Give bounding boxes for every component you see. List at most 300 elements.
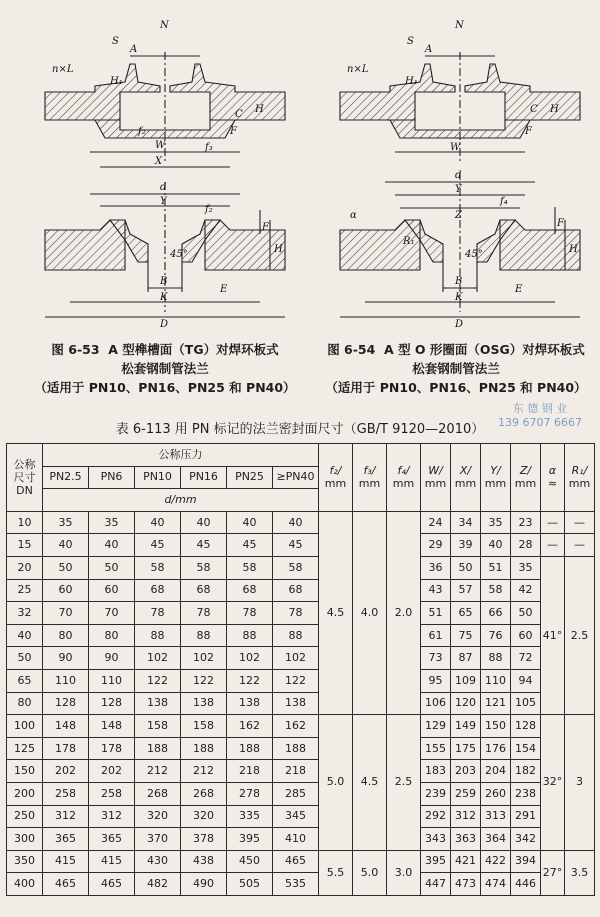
fig1-label-C: C [235, 109, 243, 120]
cell-Z: 105 [511, 692, 541, 715]
cell-d: 202 [89, 760, 135, 783]
cell-d: 312 [43, 805, 89, 828]
fig2-label-Fb: F [557, 218, 564, 229]
cell-X: 175 [451, 737, 481, 760]
cell-d: 70 [43, 602, 89, 625]
cell-d: 40 [181, 511, 227, 534]
table-row [7, 873, 595, 896]
cell-d: 40 [227, 511, 273, 534]
cell-dn: 150 [7, 760, 43, 783]
cell-d: 218 [273, 760, 319, 783]
cell-d: 58 [181, 556, 227, 579]
fig1-label-S: S [112, 36, 119, 47]
fig1-caption-line3: （适用于 PN10、PN16、PN25 和 PN40） [34, 380, 296, 395]
fig2-label-Hb: H [569, 244, 578, 255]
cell-d: 88 [135, 624, 181, 647]
cell-d: 490 [181, 873, 227, 896]
cell-R1: — [565, 534, 595, 557]
cell-d: 40 [273, 511, 319, 534]
cell-W: 129 [421, 715, 451, 738]
cell-W: 106 [421, 692, 451, 715]
cell-d: 35 [89, 511, 135, 534]
fig2-label-d: d [455, 170, 462, 181]
cell-d: 102 [135, 647, 181, 670]
cell-d: 68 [227, 579, 273, 602]
cell-d: 80 [89, 624, 135, 647]
table-row [7, 511, 595, 534]
cell-W: 343 [421, 828, 451, 851]
cell-alpha: 27° [541, 850, 565, 895]
cell-d: 110 [43, 669, 89, 692]
cell-X: 65 [451, 602, 481, 625]
cell-W: 395 [421, 850, 451, 873]
cell-Y: 260 [481, 782, 511, 805]
cell-W: 73 [421, 647, 451, 670]
cell-d: 148 [89, 715, 135, 738]
cell-d: 60 [89, 579, 135, 602]
cell-Y: 66 [481, 602, 511, 625]
cell-W: 239 [421, 782, 451, 805]
figure-6-53-caption [20, 340, 310, 397]
fig2-label-E: E [515, 284, 523, 295]
cell-Y: 76 [481, 624, 511, 647]
cell-W: 24 [421, 511, 451, 534]
fig1-label-E: E [220, 284, 228, 295]
fig1-label-N: N [160, 20, 169, 31]
cell-Y: 176 [481, 737, 511, 760]
header-f2: f₂/ mm [319, 444, 353, 512]
cell-d: 58 [135, 556, 181, 579]
header-alpha: α ≈ [541, 444, 565, 512]
cell-d: 90 [43, 647, 89, 670]
cell-d: 40 [89, 534, 135, 557]
cell-d: 505 [227, 873, 273, 896]
table-row [7, 579, 595, 602]
header-Z: Z/ mm [511, 444, 541, 512]
cell-W: 183 [421, 760, 451, 783]
cell-W: 43 [421, 579, 451, 602]
cell-dn: 65 [7, 669, 43, 692]
cell-d: 88 [181, 624, 227, 647]
figure-6-54-caption [312, 340, 600, 397]
cell-d: 320 [181, 805, 227, 828]
cell-dn: 50 [7, 647, 43, 670]
fig2-label-K: K [455, 292, 463, 303]
fig1-label-H: H [255, 104, 264, 115]
cell-W: 29 [421, 534, 451, 557]
cell-X: 75 [451, 624, 481, 647]
header-Y: Y/ mm [481, 444, 511, 512]
cell-d: 450 [227, 850, 273, 873]
cell-Y: 51 [481, 556, 511, 579]
fig1-label-f3: f₃ [205, 142, 213, 153]
cell-d: 128 [89, 692, 135, 715]
cell-d: 70 [89, 602, 135, 625]
header-pn-40: ≥PN40 [273, 466, 319, 489]
cell-d: 60 [43, 579, 89, 602]
watermark-line2: 139 6707 6667 [498, 416, 582, 429]
fig2-label-alpha: α [350, 210, 357, 221]
fig1-label-D: D [160, 319, 169, 330]
cell-d: 188 [181, 737, 227, 760]
table-row [7, 828, 595, 851]
cell-d: 268 [181, 782, 227, 805]
cell-d: 138 [181, 692, 227, 715]
cell-d: 78 [273, 602, 319, 625]
header-dn: 公称 尺寸 DN [7, 444, 43, 512]
fig1-label-X: X [155, 156, 163, 167]
cell-alpha: — [541, 511, 565, 534]
cell-d: 88 [227, 624, 273, 647]
fig2-number: 图 6-54 [327, 342, 376, 357]
fig2-label-nL: n×L [347, 64, 369, 75]
cell-W: 447 [421, 873, 451, 896]
cell-d: 58 [227, 556, 273, 579]
cell-alpha: 32° [541, 715, 565, 851]
cell-Z: 60 [511, 624, 541, 647]
cell-d: 40 [43, 534, 89, 557]
cell-Z: 72 [511, 647, 541, 670]
table-row [7, 669, 595, 692]
cell-f2: 5.0 [319, 715, 353, 851]
cell-Z: 35 [511, 556, 541, 579]
fig1-caption-line1: A 型榫槽面（TG）对焊环板式 [108, 342, 279, 357]
cell-d: 88 [273, 624, 319, 647]
fig2-label-B: B [455, 276, 463, 287]
figure-6-53-drawing [30, 12, 300, 330]
cell-d: 68 [273, 579, 319, 602]
fig2-label-H1: H₁ [405, 76, 418, 87]
cell-Z: 23 [511, 511, 541, 534]
cell-f3: 5.0 [353, 850, 387, 895]
cell-d: 80 [43, 624, 89, 647]
cell-d: 162 [273, 715, 319, 738]
fig2-label-N: N [455, 20, 464, 31]
fig1-label-Fb: F [262, 222, 269, 233]
fig2-caption-line1: A 型 O 形圈面（OSG）对焊环板式 [384, 342, 585, 357]
cell-alpha: — [541, 534, 565, 557]
cell-d: 138 [135, 692, 181, 715]
table-row [7, 556, 595, 579]
cell-Y: 313 [481, 805, 511, 828]
cell-f4: 2.0 [387, 511, 421, 714]
cell-d: 188 [273, 737, 319, 760]
cell-d: 68 [135, 579, 181, 602]
cell-Z: 238 [511, 782, 541, 805]
header-pressure-group: 公称压力 [43, 444, 319, 467]
fig2-label-C: C [530, 104, 538, 115]
cell-dn: 400 [7, 873, 43, 896]
fig2-caption-line2: 松套钢制管法兰 [412, 361, 500, 376]
cell-W: 292 [421, 805, 451, 828]
cell-d: 258 [89, 782, 135, 805]
cell-R1: 3.5 [565, 850, 595, 895]
cell-X: 473 [451, 873, 481, 896]
cell-d: 178 [89, 737, 135, 760]
header-R1: R₁/ mm [565, 444, 595, 512]
cell-d: 378 [181, 828, 227, 851]
cell-d: 365 [89, 828, 135, 851]
cell-R1: — [565, 511, 595, 534]
table-row [7, 782, 595, 805]
fig2-label-D: D [455, 319, 464, 330]
cell-d: 58 [273, 556, 319, 579]
cell-W: 61 [421, 624, 451, 647]
cell-f3: 4.5 [353, 715, 387, 851]
cell-Z: 128 [511, 715, 541, 738]
cell-d: 122 [227, 669, 273, 692]
cell-Z: 94 [511, 669, 541, 692]
cell-Y: 364 [481, 828, 511, 851]
cell-X: 421 [451, 850, 481, 873]
cell-Z: 446 [511, 873, 541, 896]
cell-X: 50 [451, 556, 481, 579]
cell-d: 482 [135, 873, 181, 896]
fig2-label-R1: R₁ [403, 236, 415, 247]
cell-Z: 28 [511, 534, 541, 557]
cell-dn: 20 [7, 556, 43, 579]
cell-f4: 2.5 [387, 715, 421, 851]
cell-d: 138 [227, 692, 273, 715]
cell-d: 268 [135, 782, 181, 805]
table-row [7, 737, 595, 760]
cell-Z: 394 [511, 850, 541, 873]
header-X: X/ mm [451, 444, 481, 512]
fig1-label-H1: H₁ [110, 76, 123, 87]
cell-Y: 150 [481, 715, 511, 738]
cell-X: 312 [451, 805, 481, 828]
cell-dn: 25 [7, 579, 43, 602]
fig2-label-45: 45° [465, 249, 483, 260]
cell-dn: 40 [7, 624, 43, 647]
cell-Y: 121 [481, 692, 511, 715]
header-pn-6: PN6 [89, 466, 135, 489]
cell-d: 45 [135, 534, 181, 557]
fig1-label-A: A [130, 44, 138, 55]
cell-d: 188 [227, 737, 273, 760]
cell-X: 87 [451, 647, 481, 670]
fig1-label-f2b: f₂ [205, 204, 213, 215]
header-pn-25: PN25 [227, 466, 273, 489]
cell-Z: 154 [511, 737, 541, 760]
fig1-label-K: K [160, 292, 168, 303]
cell-d: 158 [181, 715, 227, 738]
cell-d: 415 [89, 850, 135, 873]
cell-d: 465 [273, 850, 319, 873]
cell-d: 40 [135, 511, 181, 534]
fig1-label-W: W [155, 140, 166, 151]
fig2-label-Y: Y [455, 184, 462, 195]
cell-Z: 291 [511, 805, 541, 828]
cell-d: 45 [227, 534, 273, 557]
cell-f2: 4.5 [319, 511, 353, 714]
cell-d: 395 [227, 828, 273, 851]
fig2-caption-line3: （适用于 PN10、PN16、PN25 和 PN40） [325, 380, 587, 395]
cell-d: 212 [181, 760, 227, 783]
cell-d: 50 [43, 556, 89, 579]
cell-d: 128 [43, 692, 89, 715]
cell-d: 122 [273, 669, 319, 692]
cell-d: 312 [89, 805, 135, 828]
table-row [7, 602, 595, 625]
cell-d: 320 [135, 805, 181, 828]
cell-f4: 3.0 [387, 850, 421, 895]
cell-Y: 110 [481, 669, 511, 692]
header-f3: f₃/ mm [353, 444, 387, 512]
cell-dn: 200 [7, 782, 43, 805]
fig2-label-F: F [525, 126, 532, 137]
cell-d: 102 [181, 647, 227, 670]
cell-Y: 35 [481, 511, 511, 534]
cell-Z: 182 [511, 760, 541, 783]
cell-d: 370 [135, 828, 181, 851]
cell-Y: 88 [481, 647, 511, 670]
fig1-label-d: d [160, 182, 167, 193]
header-pn-2-5: PN2.5 [43, 466, 89, 489]
fig1-caption-line2: 松套钢制管法兰 [121, 361, 209, 376]
cell-d: 68 [181, 579, 227, 602]
cell-alpha: 41° [541, 556, 565, 714]
cell-Y: 422 [481, 850, 511, 873]
cell-X: 203 [451, 760, 481, 783]
cell-d: 90 [89, 647, 135, 670]
cell-dn: 10 [7, 511, 43, 534]
fig2-label-A: A [425, 44, 433, 55]
cell-d: 35 [43, 511, 89, 534]
cell-dn: 80 [7, 692, 43, 715]
cell-X: 363 [451, 828, 481, 851]
figure-6-54-drawing [325, 12, 595, 330]
cell-d: 465 [89, 873, 135, 896]
table-title: 表 6-113 用 PN 标记的法兰密封面尺寸（GB/T 9120—2010） [115, 422, 485, 437]
cell-d: 212 [135, 760, 181, 783]
table-row [7, 805, 595, 828]
cell-dn: 100 [7, 715, 43, 738]
cell-X: 259 [451, 782, 481, 805]
cell-f3: 4.0 [353, 511, 387, 714]
fig2-label-H: H [550, 104, 559, 115]
cell-R1: 2.5 [565, 556, 595, 714]
cell-Z: 42 [511, 579, 541, 602]
cell-d: 45 [273, 534, 319, 557]
cell-dn: 300 [7, 828, 43, 851]
cell-W: 51 [421, 602, 451, 625]
cell-X: 120 [451, 692, 481, 715]
cell-X: 39 [451, 534, 481, 557]
cell-d: 50 [89, 556, 135, 579]
fig2-label-W: W [450, 142, 461, 153]
cell-d: 438 [181, 850, 227, 873]
cell-d: 148 [43, 715, 89, 738]
cell-d: 335 [227, 805, 273, 828]
cell-d: 535 [273, 873, 319, 896]
cell-Z: 50 [511, 602, 541, 625]
fig2-label-Z: Z [455, 210, 462, 221]
fig1-label-Hb: H [274, 244, 283, 255]
cell-d: 78 [181, 602, 227, 625]
table-row [7, 850, 595, 873]
cell-d: 78 [135, 602, 181, 625]
fig1-label-f2: f₂ [138, 126, 146, 137]
cell-d: 410 [273, 828, 319, 851]
cell-d: 162 [227, 715, 273, 738]
cell-d: 465 [43, 873, 89, 896]
cell-Y: 40 [481, 534, 511, 557]
cell-d: 78 [227, 602, 273, 625]
cell-W: 95 [421, 669, 451, 692]
cell-d: 202 [43, 760, 89, 783]
cell-W: 155 [421, 737, 451, 760]
cell-X: 149 [451, 715, 481, 738]
fig1-label-nL: n×L [52, 64, 74, 75]
table-row [7, 534, 595, 557]
cell-d: 102 [227, 647, 273, 670]
flange-sealing-dimensions-table [6, 443, 595, 896]
fig2-label-f4: f₄ [500, 196, 508, 207]
cell-d: 218 [227, 760, 273, 783]
fig1-label-B: B [160, 276, 168, 287]
cell-d: 430 [135, 850, 181, 873]
cell-dn: 250 [7, 805, 43, 828]
table-row [7, 692, 595, 715]
fig1-label-Y: Y [160, 196, 167, 207]
header-W: W/ mm [421, 444, 451, 512]
table-body [7, 511, 595, 895]
cell-dn: 350 [7, 850, 43, 873]
fig2-label-S: S [407, 36, 414, 47]
cell-X: 34 [451, 511, 481, 534]
header-d-unit: d/mm [43, 489, 319, 512]
cell-R1: 3 [565, 715, 595, 851]
cell-d: 365 [43, 828, 89, 851]
cell-Z: 342 [511, 828, 541, 851]
table-row [7, 715, 595, 738]
cell-d: 258 [43, 782, 89, 805]
cell-W: 36 [421, 556, 451, 579]
table-row [7, 647, 595, 670]
cell-d: 158 [135, 715, 181, 738]
header-pn-10: PN10 [135, 466, 181, 489]
cell-Y: 204 [481, 760, 511, 783]
fig1-label-45: 45° [170, 249, 188, 260]
cell-Y: 58 [481, 579, 511, 602]
cell-dn: 15 [7, 534, 43, 557]
cell-d: 122 [135, 669, 181, 692]
cell-d: 45 [181, 534, 227, 557]
cell-dn: 125 [7, 737, 43, 760]
header-f4: f₄/ mm [387, 444, 421, 512]
cell-d: 345 [273, 805, 319, 828]
cell-d: 178 [43, 737, 89, 760]
header-pn-16: PN16 [181, 466, 227, 489]
table-row [7, 624, 595, 647]
cell-d: 285 [273, 782, 319, 805]
cell-dn: 32 [7, 602, 43, 625]
cell-X: 57 [451, 579, 481, 602]
table-row [7, 760, 595, 783]
cell-d: 122 [181, 669, 227, 692]
cell-d: 110 [89, 669, 135, 692]
cell-X: 109 [451, 669, 481, 692]
fig1-number: 图 6-53 [51, 342, 100, 357]
fig1-label-F: F [230, 126, 237, 137]
cell-d: 278 [227, 782, 273, 805]
watermark-line1: 东 德 钢 业 [512, 402, 568, 415]
cell-d: 415 [43, 850, 89, 873]
cell-d: 102 [273, 647, 319, 670]
cell-f2: 5.5 [319, 850, 353, 895]
cell-d: 188 [135, 737, 181, 760]
